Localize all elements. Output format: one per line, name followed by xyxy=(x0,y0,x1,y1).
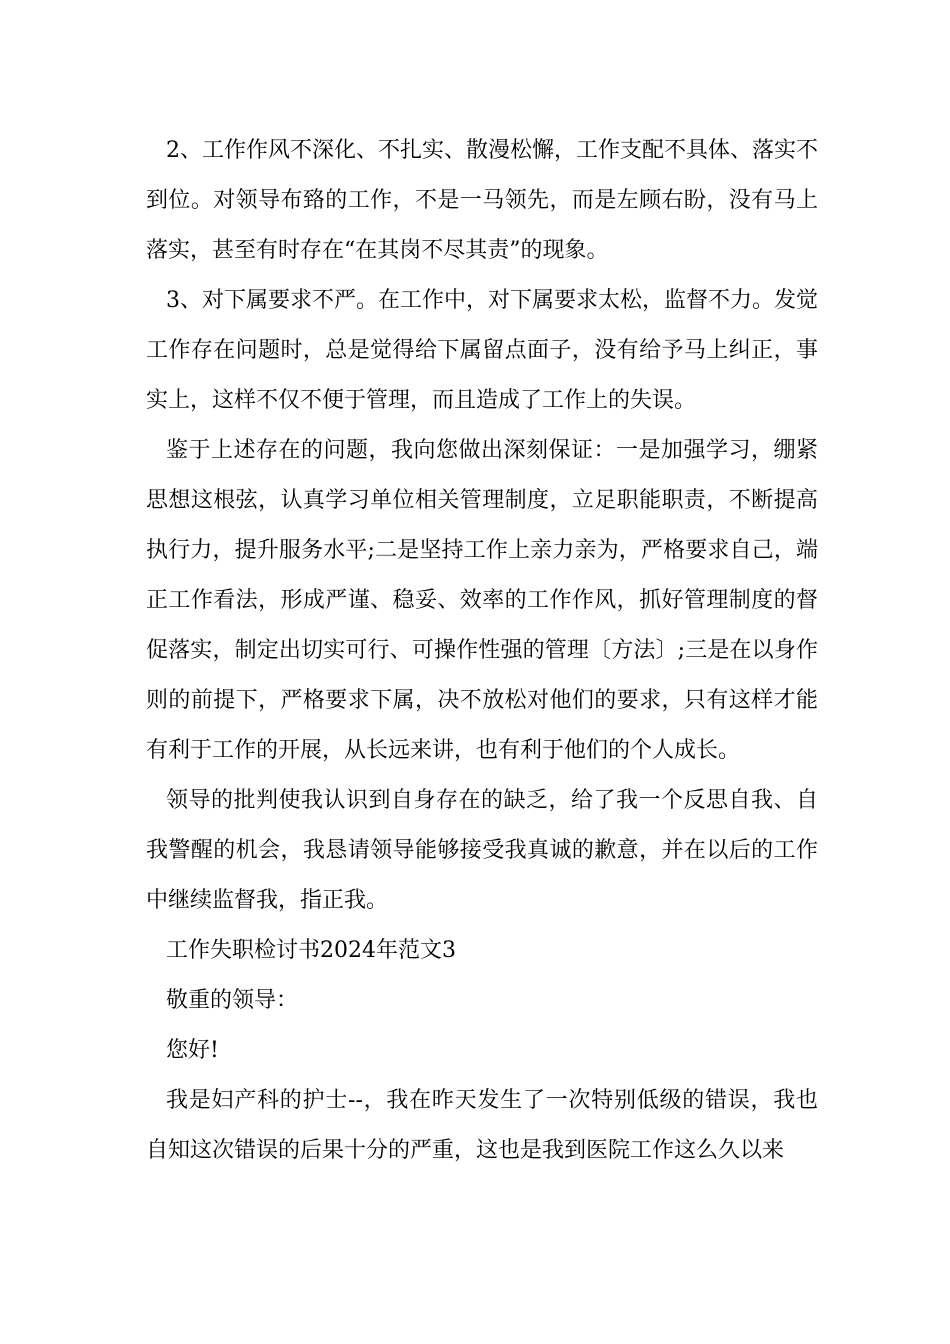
paragraph-nurse-intro: 我是妇产科的护士--，我在昨天发生了一次特别低级的错误，我也自知这次错误的后果十分的严重，这也是我到医院工作这么久以来 xyxy=(146,1088,818,1163)
paragraph-criticism-reflection: 领导的批判使我认识到自身存在的缺乏，给了我一个反思自我、自我警醒的机会，我恳请领导能够接受我真诚的歉意，并在以后的工作中继续监督我，指正我。 xyxy=(146,788,818,913)
salutation: 敬重的领导： xyxy=(166,988,299,1013)
section-heading: 工作失职检讨书2024年范文3 xyxy=(166,938,456,963)
paragraph-subordinate-requirements: 3、对下属要求不严。在工作中，对下属要求太松，监督不力。发觉工作存在问题时，总是觉得给下属留点面子，没有给予马上纠正，事实上，这样不仅不便于管理，而且造成了工作上的失误。 xyxy=(146,288,818,413)
paragraph-guarantee: 鉴于上述存在的问题，我向您做出深刻保证：一是加强学习，绷紧思想这根弦，认真学习单位相关管理制度，立足职能职责，不断提高执行力，提升服务水平;二是坚持工作上亲力亲为，严格要求自己，端正工作看法，形成严谨、稳妥、效率的工作作风，抓好管理制度的督促落实，制定出切实可行、可操作性强的管理〔方法〕;三是在以身作则的前提下，严格要求下属，决不放松对他们的要求，只有这样才能有利于工作的开展，从长远来讲，也有利于他们的个人成长。 xyxy=(146,438,818,763)
document-body xyxy=(146,126,818,1176)
greeting: 您好! xyxy=(166,1038,219,1063)
paragraph-work-style: 2、工作作风不深化、不扎实、散漫松懈，工作支配不具体、落实不到位。对领导布臵的工作，不是一马领先，而是左顾右盼，没有马上落实，甚至有时存在“在其岗不尽其责”的现象。 xyxy=(146,138,818,263)
